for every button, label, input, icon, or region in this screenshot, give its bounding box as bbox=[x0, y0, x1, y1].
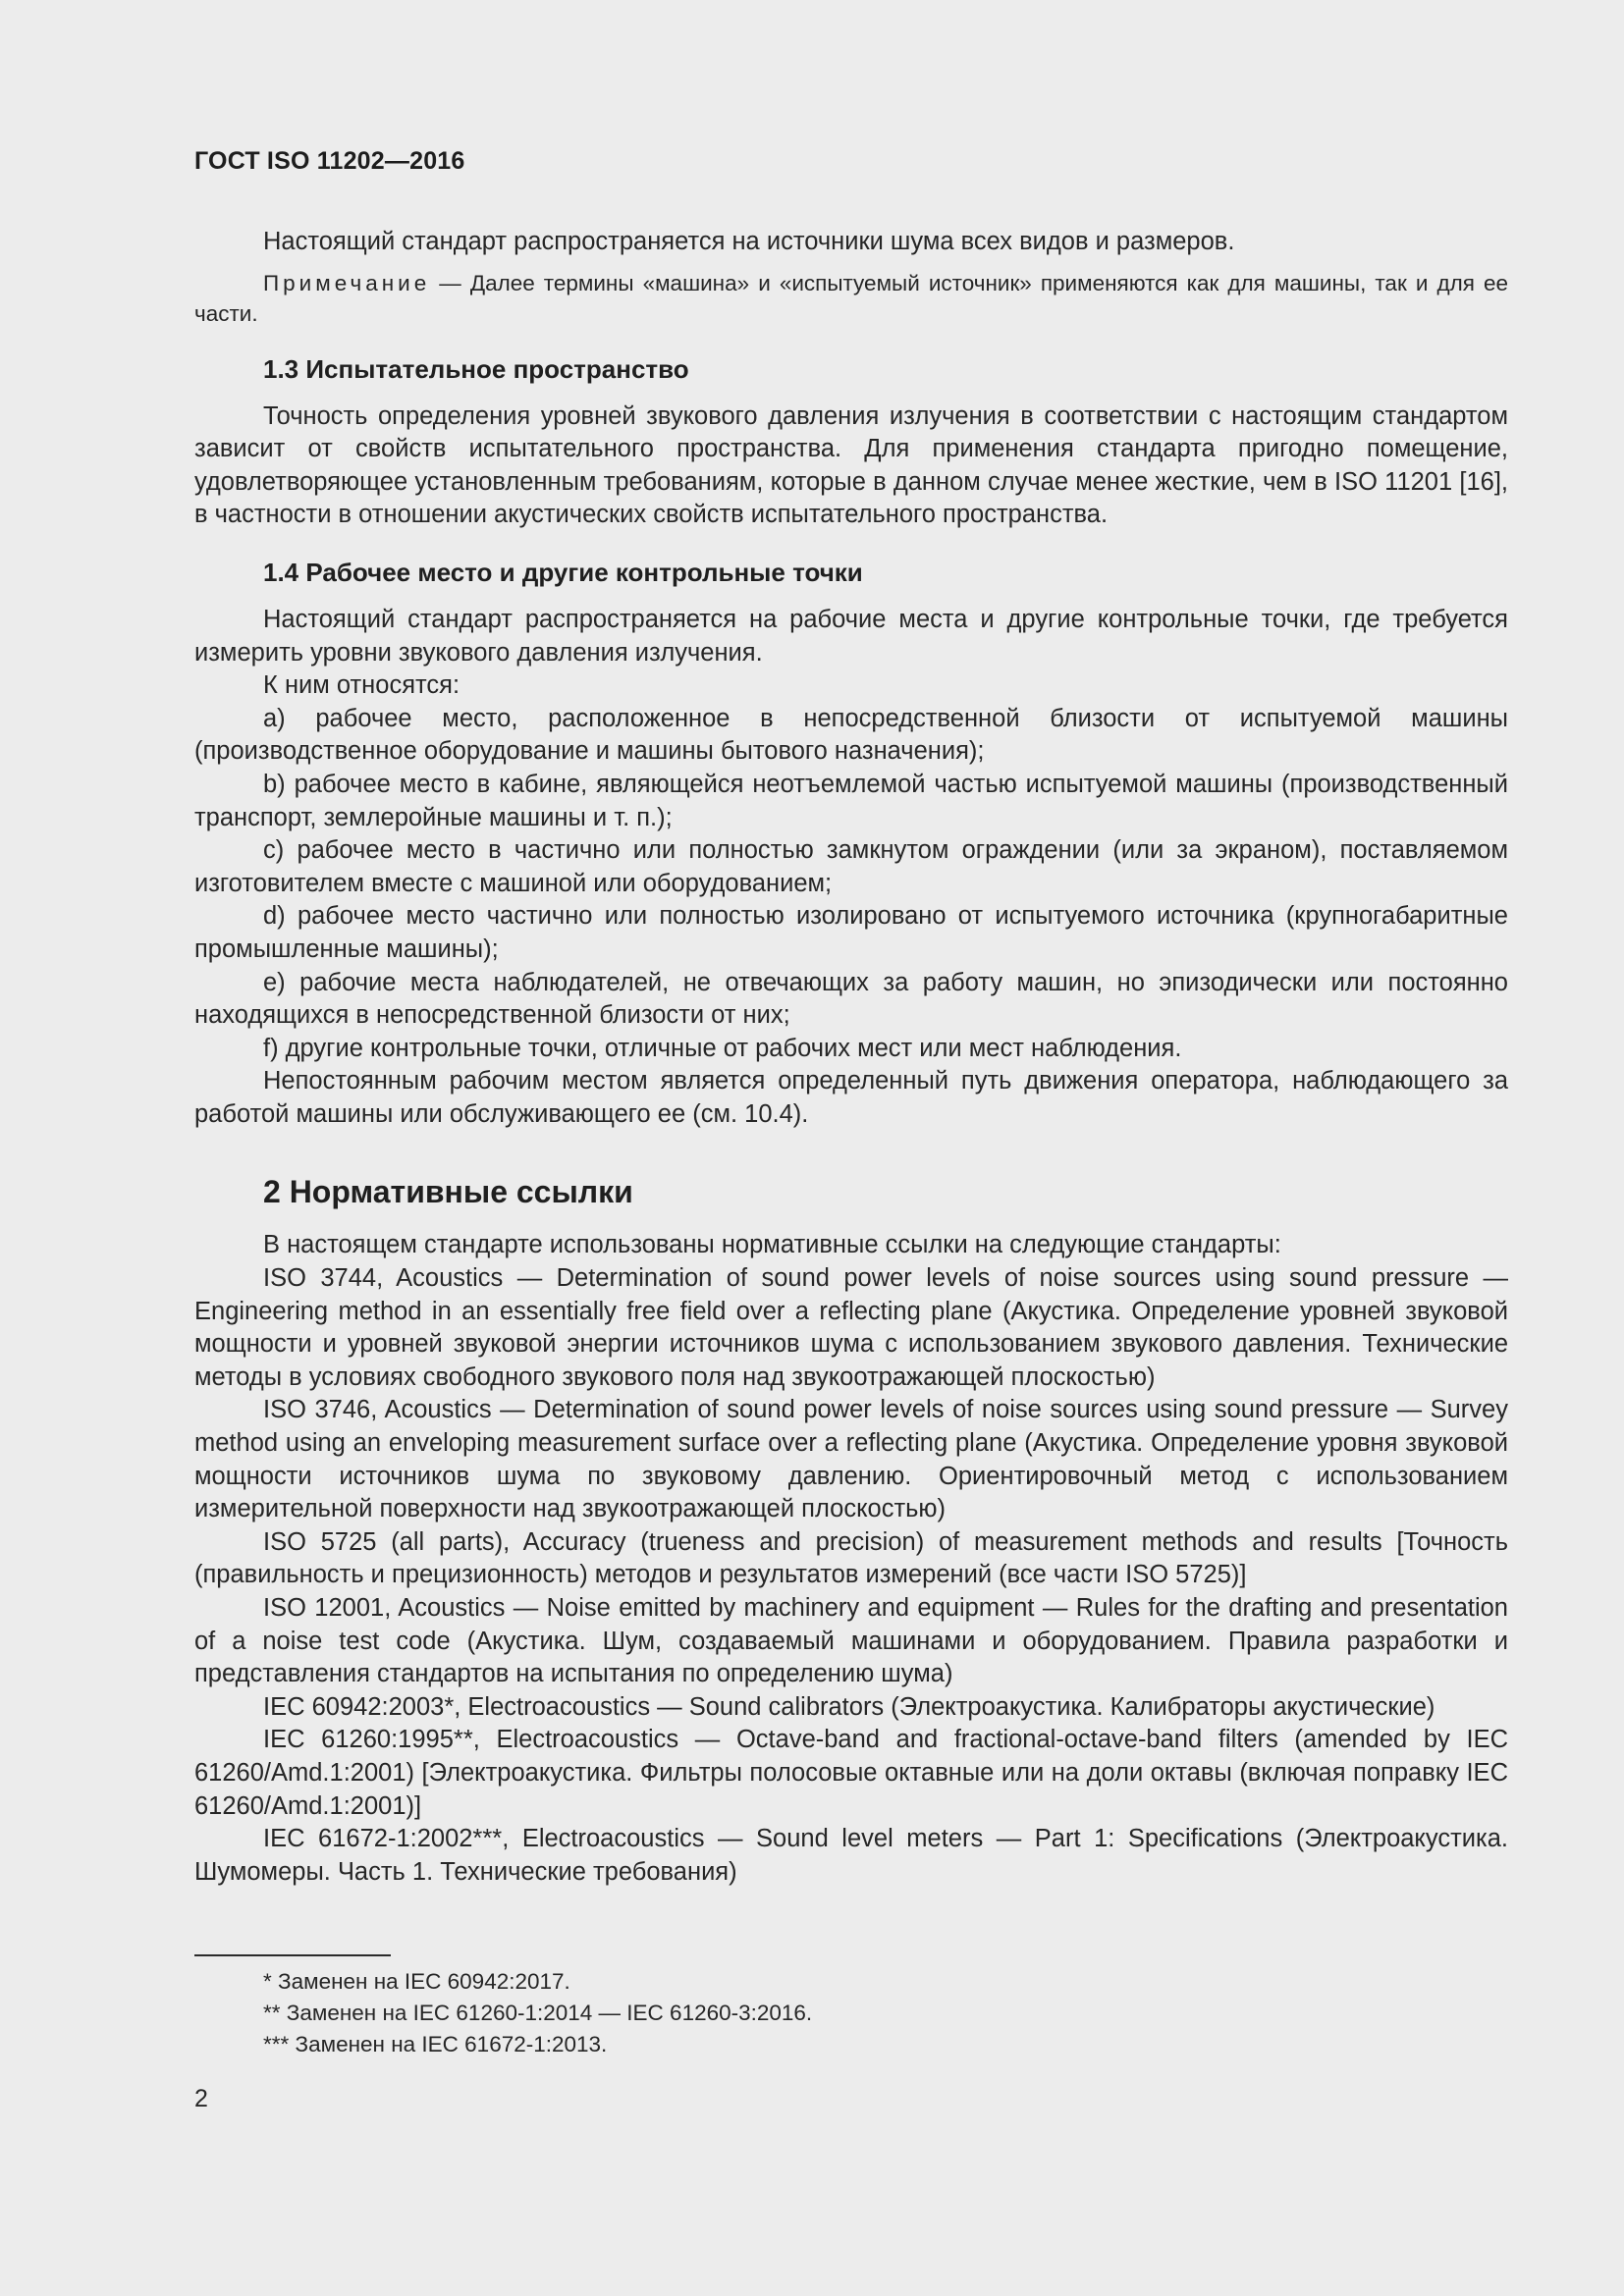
list-item-b: b) рабочее место в кабине, являющейся неотъемлемой частью испытуемой машины (производственный транспорт, землеройные машины и т. п.); bbox=[194, 770, 1508, 831]
reference-iso-5725: ISO 5725 (all parts), Accuracy (trueness and precision) of measurement methods and results [Точность (правильность и прецизионность) методов и результатов измерений (все части ISO 5725)] bbox=[194, 1527, 1508, 1589]
list-item-f: f) другие контрольные точки, отличные от рабочих мест или мест наблюдения. bbox=[263, 1034, 1182, 1062]
footnote-2: ** Заменен на IEC 61260-1:2014 — IEC 61260-3:2016. bbox=[263, 2001, 813, 2025]
list-item-e: е) рабочие места наблюдателей, не отвечающих за работу машин, но эпизодически или постоянно находящихся в непосредственной близости от них; bbox=[194, 968, 1508, 1030]
reference-iso-3744: ISO 3744, Acoustics — Determination of sound power levels of noise sources using sound pressure — Engineering method in an essentially free field over a reflecting plane (Акустика. Определение уровней звуковой мощности и уровней звуковой энергии источников шума с использованием звукового давления. Технические методы в условиях свободного звукового поля над звукоотражающей плоскостью) bbox=[194, 1264, 1508, 1391]
section-1-4-paragraph: Настоящий стандарт распространяется на рабочие места и другие контрольные точки, где требуется измерить уровни звукового давления излучения. bbox=[194, 605, 1508, 667]
reference-iso-3746: ISO 3746, Acoustics — Determination of sound power levels of noise sources using sound pressure — Survey method using an enveloping measurement surface over a reflecting plane (Акустика. Определение уровня звуковой мощности источников шума по звуковому давлению. Ориентировочный метод с использованием измерительной поверхности над звукоотражающей плоскостью) bbox=[194, 1396, 1508, 1523]
reference-iec-61260: IEC 61260:1995**, Electroacoustics — Octave-band and fractional-octave-band filters (amended by IEC 61260/Amd.1:2001) [Электроакустика. Фильтры полосовые октавные или на доли октавы (включая поправку IEC 61260/Amd.1:2001)] bbox=[194, 1726, 1508, 1820]
note-paragraph bbox=[194, 268, 1508, 329]
document-header: ГОСТ ISO 11202—2016 bbox=[194, 147, 465, 175]
section-1-3-paragraph: Точность определения уровней звукового давления излучения в соответствии с настоящим стандартом зависит от свойств испытательного пространства. Для применения стандарта пригодно помещение, удовлетворяющее установленным требованиям, которые в данном случае менее жесткие, чем в ISO 11201 [16], в частности в отношении акустических свойств испытательного пространства. bbox=[194, 401, 1508, 529]
section-2-intro: В настоящем стандарте использованы нормативные ссылки на следующие стандарты: bbox=[263, 1231, 1281, 1259]
page-body bbox=[194, 226, 1508, 1889]
section-1-4-heading: 1.4 Рабочее место и другие контрольные точки bbox=[263, 557, 863, 587]
footnote-separator bbox=[194, 1954, 391, 1956]
scope-paragraph: Настоящий стандарт распространяется на источники шума всех видов и размеров. bbox=[263, 228, 1235, 255]
reference-iec-60942: IEC 60942:2003*, Electroacoustics — Sound calibrators (Электроакустика. Калибраторы акустические) bbox=[263, 1692, 1435, 1721]
section-2-heading: 2 Нормативные ссылки bbox=[263, 1174, 633, 1210]
section-1-3-heading: 1.3 Испытательное пространство bbox=[263, 353, 689, 384]
list-item-a: а) рабочее место, расположенное в непосредственной близости от испытуемой машины (производственное оборудование и машины бытового назначения); bbox=[194, 704, 1508, 766]
list-item-d: d) рабочее место частично или полностью изолировано от испытуемого источника (крупногабаритные промышленные машины); bbox=[194, 902, 1508, 963]
footnote-3: *** Заменен на IEC 61672-1:2013. bbox=[263, 2032, 608, 2056]
reference-iec-61672: IEC 61672-1:2002***, Electroacoustics — Sound level meters — Part 1: Specifications (Электроакустика. Шумомеры. Часть 1. Технические требования) bbox=[194, 1825, 1508, 1886]
list-intro: К ним относятся: bbox=[263, 671, 460, 700]
footnotes bbox=[263, 1966, 812, 2060]
reference-iso-12001: ISO 12001, Acoustics — Noise emitted by machinery and equipment — Rules for the drafting and presentation of a noise test code (Акустика. Шум, создаваемый машинами и оборудованием. Правила разработки и представления стандартов на испытания по определению шума) bbox=[194, 1594, 1508, 1688]
footnote-1: * Заменен на IEC 60942:2017. bbox=[263, 1969, 570, 1994]
note-text: — Далее термины «машина» и «испытуемый источник» применяются как для машины, так и для ее части. bbox=[194, 270, 1508, 326]
list-item-c: с) рабочее место в частично или полностью замкнутом ограждении (или за экраном), поставляемом изготовителем вместе с машиной или оборудованием; bbox=[194, 836, 1508, 897]
closing-paragraph: Непостоянным рабочим местом является определенный путь движения оператора, наблюдающего за работой машины или обслуживающего ее (см. 10.4). bbox=[194, 1067, 1508, 1128]
note-label: Примечание bbox=[263, 270, 431, 295]
page-number: 2 bbox=[194, 2085, 208, 2112]
